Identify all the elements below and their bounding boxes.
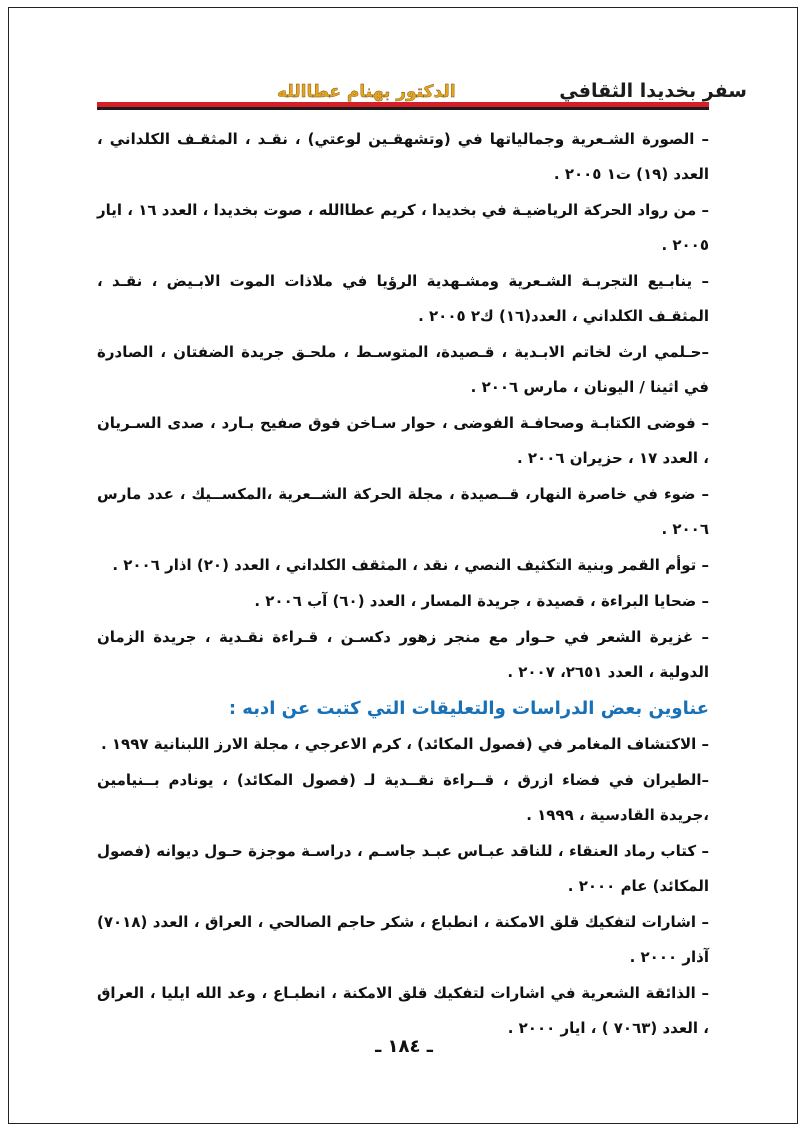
list-item: – ينابـيع التجربـة الشـعرية ومشـهدية الرؤيا في ملاذات الموت الابـيض ، نقـد ، المثقـف الكلداني ، العدد(١٦) ك٢ ٢٠٠٥ .	[97, 272, 709, 325]
list-item: –حـلمي ارث لخاتم الابـدية ، قـصيدة، المتوسـط ، ملحـق جريدة الضفتان ، الصادرة في اثينا / اليونان ، مارس ٢٠٠٦ .	[97, 343, 709, 396]
list-item: – توأم القمر وبنية التكثيف النصي ، نقد ، المثقف الكلداني ، العدد (٢٠) اذار ٢٠٠٦ .	[112, 556, 709, 574]
header-rule-dark	[97, 107, 709, 110]
section-heading: عناوين بعض الدراسات والتعليقات التي كتبت عن ادبه :	[228, 698, 709, 719]
list-item: – كتاب رماد العنقاء ، للناقد عبـاس عبـد جاسـم ، دراسـة موجزة حـول ديوانه (فصول المكائد) عام ٢٠٠٠ .	[97, 842, 709, 895]
list-item: – ضحايا البراءة ، قصيدة ، جريدة المسار ، العدد (٦٠) آب ٢٠٠٦ .	[254, 592, 709, 610]
list-item: – اشارات لتفكيك قلق الامكنة ، انطباع ، شكر حاجم الصالحي ، العراق ، العدد (٧٠١٨) آذار ٢٠٠٠ .	[97, 913, 709, 966]
list-item: – الاكتشاف المغامر في (فصول المكائد) ، كرم الاعرجي ، مجلة الارز اللبنانية ١٩٩٧ .	[100, 735, 709, 753]
list-item: – الذائقة الشعرية في اشارات لتفكيك قلق الامكنة ، انطبـاع ، وعد الله ايليا ، العراق ، العدد (٧٠٦٣ ) ، ايار ٢٠٠٠ .	[97, 984, 709, 1037]
page-header	[9, 8, 799, 118]
list-item: – ضوء في خاصرة النهار، قــصيدة ، مجلة الحركة الشــعرية ،المكســيك ، عدد مارس ٢٠٠٦ .	[97, 485, 709, 538]
page	[8, 7, 798, 1124]
main-text	[97, 122, 709, 1047]
list-item: –الطيران في فضاء ازرق ، قــراءة نقــدية لـ (فصول المكائد) ، يونادم بــنيامين ،جريدة القادسية ، ١٩٩٩ .	[97, 771, 709, 824]
author-name: الدكتور بهنام عطاالله	[277, 82, 456, 102]
list-item: – الصورة الشـعرية وجمالياتها في (وتشهقـين لوعتي) ، نقـد ، المثقـف الكلداني ، العدد (١٩) ت١ ٢٠٠٥ .	[97, 130, 709, 183]
list-item: – غزيرة الشعر في حـوار مع منجر زهور دكسـن ، قـراءة نقـدية ، جريدة الزمان الدولية ، العدد ٢٦٥١، ٢٠٠٧ .	[97, 628, 709, 681]
series-title: سفر بخديدا الثقافي	[559, 80, 747, 102]
list-item: – فوضى الكتابـة وصحافـة الفوضى ، حوار سـاخن فوق صفيح بـارد ، صدى السـريان ، العدد ١٧ ، حزيران ٢٠٠٦ .	[97, 414, 709, 467]
page-number: ـ ١٨٤ ـ	[375, 1036, 433, 1057]
list-item: – من رواد الحركة الرياضيـة في بخديدا ، كريم عطاالله ، صوت بخديدا ، العدد ١٦ ، ايار ٢٠٠٥ .	[97, 201, 710, 254]
